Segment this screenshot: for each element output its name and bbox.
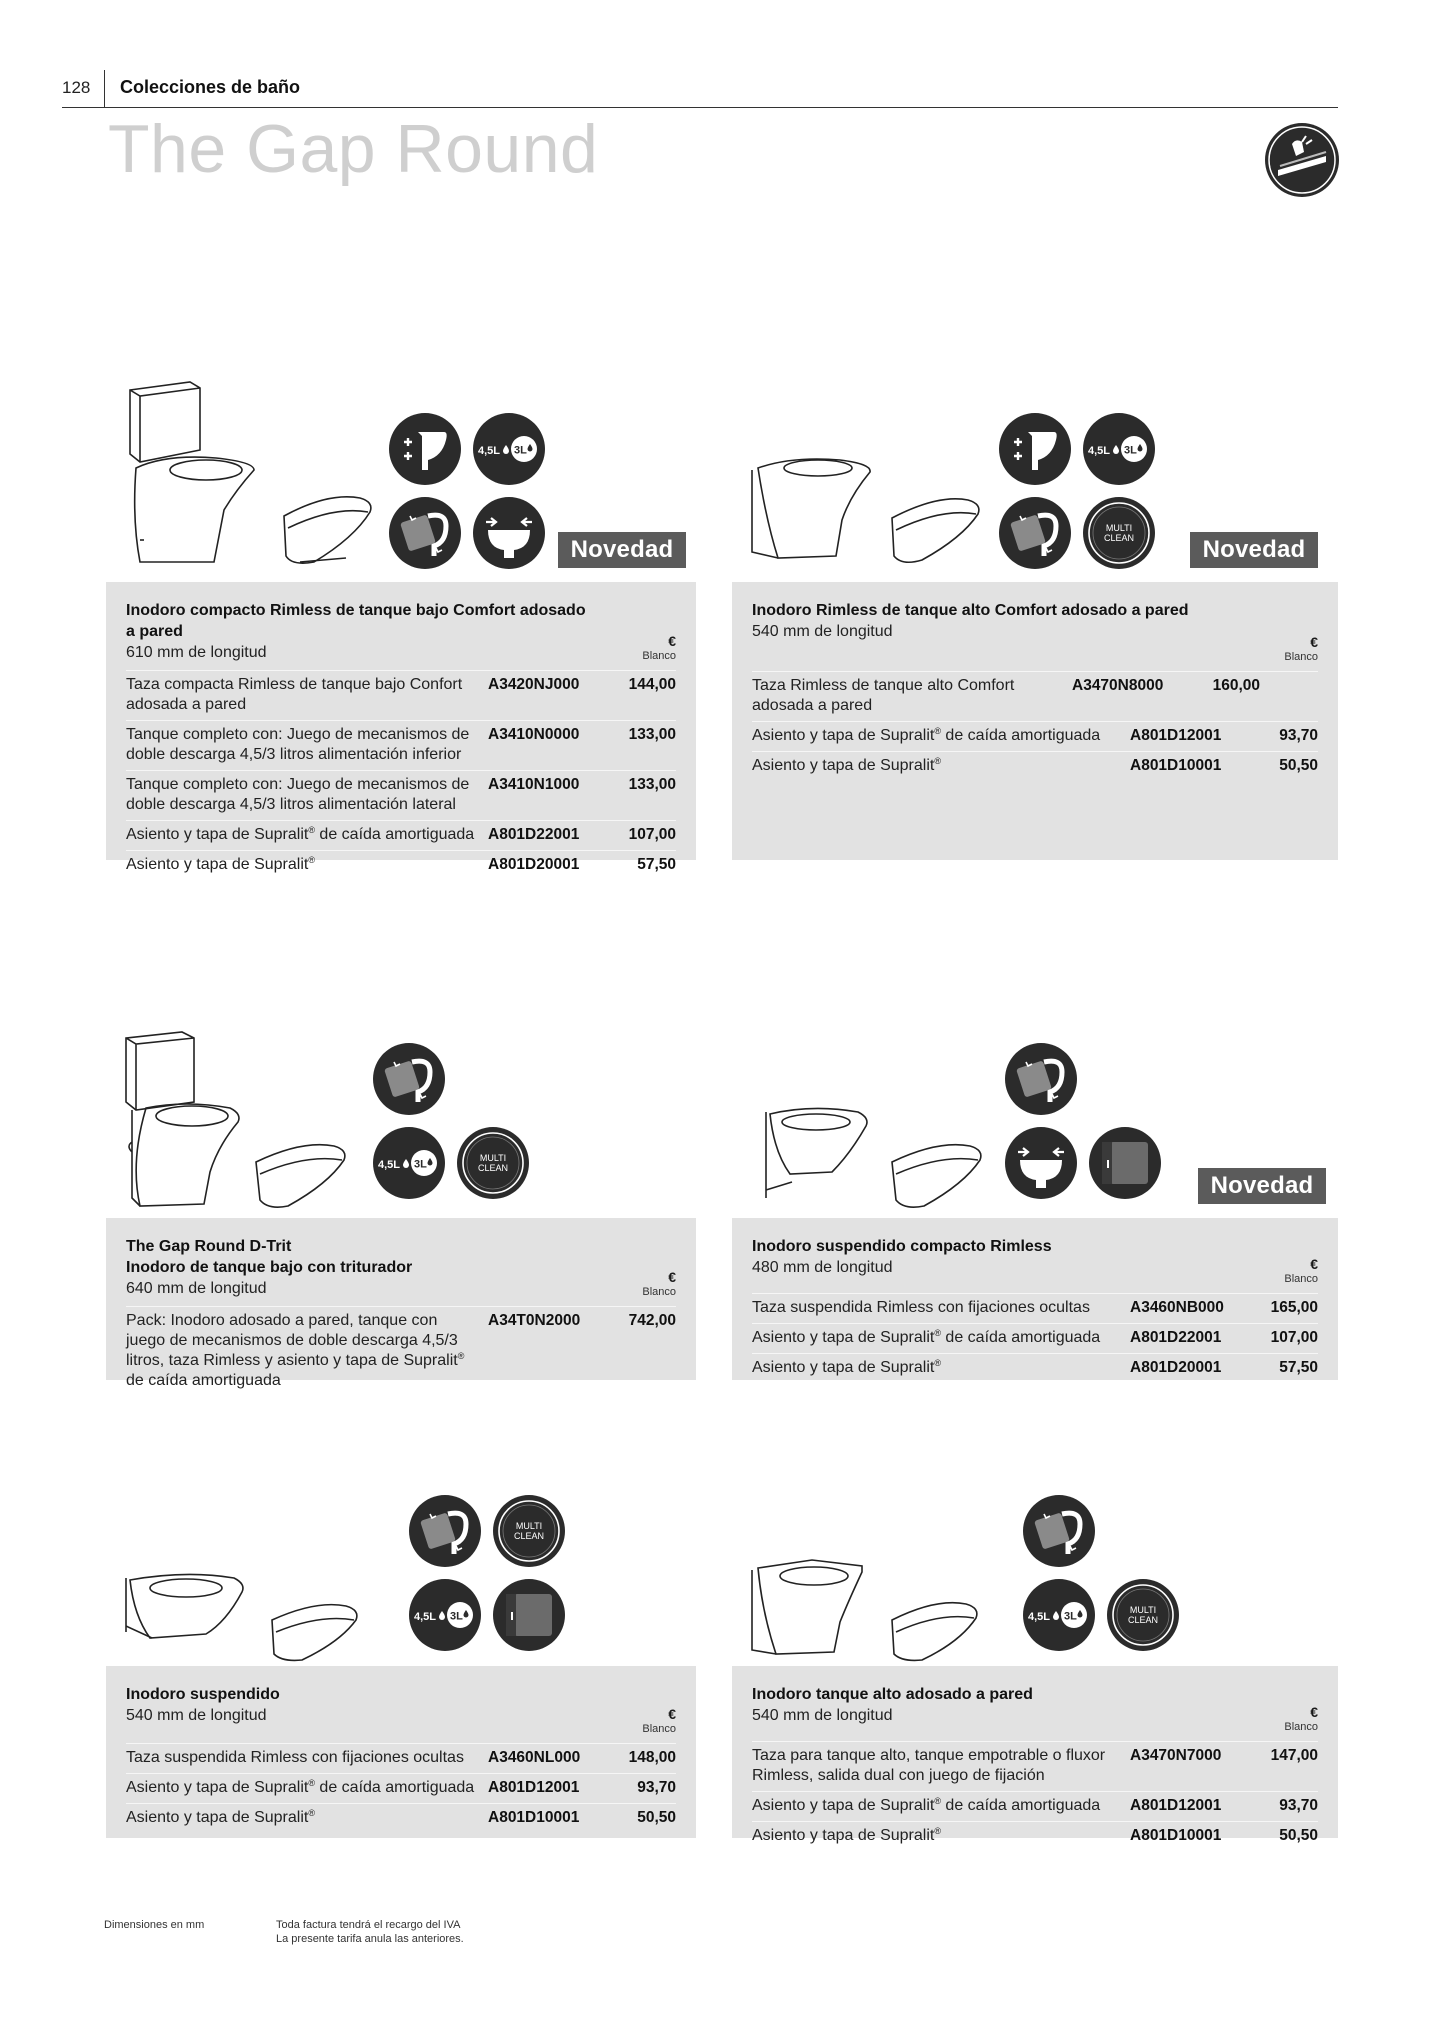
table-row xyxy=(126,670,676,720)
hidden-fixings-icon xyxy=(492,1578,566,1652)
table-row xyxy=(752,721,1318,751)
table-row xyxy=(752,1821,1318,1851)
row-description: Tanque completo con: Juego de mecanismos de doble descarga 4,5/3 litros alimentación lateral xyxy=(126,776,470,813)
easy-clean-icon xyxy=(1264,122,1340,198)
section-title: Colecciones de baño xyxy=(120,77,301,97)
row-price: 50,50 xyxy=(1279,1827,1318,1844)
finish-label: Blanco xyxy=(1284,1273,1318,1285)
panel-heading xyxy=(752,600,1318,664)
multiclean-icon xyxy=(492,1494,566,1568)
currency-symbol: € xyxy=(668,1269,676,1285)
dual-flush-icon xyxy=(408,1578,482,1652)
product-panel-5 xyxy=(106,1666,696,1838)
row-price: 147,00 xyxy=(1270,1747,1318,1764)
product-title: Inodoro tanque alto adosado a pared xyxy=(752,1686,1033,1703)
toilet-dtrit-illustration xyxy=(106,1022,376,1212)
row-price: 57,50 xyxy=(637,856,676,873)
multiclean-icon xyxy=(456,1126,530,1200)
row-code: A3420NJ000 xyxy=(488,676,580,693)
row-code: A3460NL000 xyxy=(488,1749,581,1766)
product-panel-4 xyxy=(732,1218,1338,1380)
currency-label xyxy=(1284,1256,1318,1286)
panel-heading xyxy=(126,1236,676,1299)
table-row xyxy=(126,770,676,820)
row-code: A801D12001 xyxy=(1130,1797,1222,1814)
price-table xyxy=(752,1741,1318,1851)
product-panel-1 xyxy=(106,582,696,873)
product-length: 540 mm de longitud xyxy=(126,1707,267,1724)
row-code: A801D20001 xyxy=(1130,1359,1222,1376)
product-wall-hung xyxy=(106,1492,696,1662)
row-price: 133,00 xyxy=(628,776,676,793)
footer-dimensions-note: Dimensiones en mm xyxy=(104,1919,205,1931)
header-divider xyxy=(104,70,105,108)
price-table xyxy=(126,670,676,880)
product-title: The Gap Round D-Trit xyxy=(126,1238,292,1255)
currency-symbol: € xyxy=(668,633,676,649)
product-panel-2 xyxy=(732,582,1338,860)
row-price: 165,00 xyxy=(1270,1299,1318,1316)
row-price: 50,50 xyxy=(637,1809,676,1826)
novedad-badge: Novedad xyxy=(1198,1168,1326,1204)
row-price: 107,00 xyxy=(628,826,676,843)
table-row xyxy=(126,1306,676,1396)
row-code: A801D10001 xyxy=(1130,1827,1222,1844)
product-compact-low-tank xyxy=(106,370,696,570)
easy-cleaning-icon xyxy=(372,1042,446,1116)
product-wall-hung-compact xyxy=(732,1022,1338,1212)
panel-heading xyxy=(752,1236,1318,1286)
product-length: 480 mm de longitud xyxy=(752,1259,893,1276)
hidden-fixing-icon xyxy=(1004,1126,1078,1200)
multiclean-label-top: MULTI xyxy=(515,1521,543,1531)
toilet-wall-hung-illustration xyxy=(732,1022,1002,1212)
product-title-line2: Inodoro de tanque bajo con triturador xyxy=(126,1259,413,1276)
table-row xyxy=(126,850,676,880)
product-length: 640 mm de longitud xyxy=(126,1280,267,1297)
multiclean-label-bottom: CLEAN xyxy=(1103,533,1135,543)
page-number: 128 xyxy=(62,78,91,97)
easy-cleaning-icon xyxy=(1004,1042,1078,1116)
product-length: 540 mm de longitud xyxy=(752,623,893,640)
row-description: Asiento y tapa de Supralit® de caída amortiguada xyxy=(752,1796,1101,1814)
hidden-fixing-icon xyxy=(472,496,546,570)
dual-flush-icon xyxy=(1082,412,1156,486)
row-description: Asiento y tapa de Supralit® xyxy=(752,1358,941,1376)
toilet-suspended-illustration xyxy=(106,1492,376,1662)
row-description: Asiento y tapa de Supralit® xyxy=(752,1826,941,1844)
multiclean-label-top: MULTI xyxy=(1105,523,1133,533)
row-description: Pack: Inodoro adosado a pared, tanque con juego de mecanismos de doble descarga 4,5/3 litros, taza Rimless y asiento y tapa de Supralit® de caída amortiguada xyxy=(126,1312,465,1389)
hidden-fixings-icon xyxy=(1088,1126,1162,1200)
row-description: Asiento y tapa de Supralit® de caída amortiguada xyxy=(752,726,1101,744)
table-row xyxy=(752,1353,1318,1383)
product-length: 610 mm de longitud xyxy=(126,644,267,661)
row-code: A3460NB000 xyxy=(1130,1299,1224,1316)
product-length: 540 mm de longitud xyxy=(752,1707,893,1724)
row-description: Asiento y tapa de Supralit® de caída amortiguada xyxy=(752,1328,1101,1346)
finish-label: Blanco xyxy=(642,1723,676,1735)
table-row xyxy=(126,720,676,770)
multiclean-icon xyxy=(1082,496,1156,570)
product-panel-3 xyxy=(106,1218,696,1389)
product-title: Inodoro suspendido compacto Rimless xyxy=(752,1238,1052,1255)
multiclean-label-bottom: CLEAN xyxy=(1127,1615,1159,1625)
row-price: 93,70 xyxy=(637,1779,676,1796)
product-high-tank-wall xyxy=(732,1492,1338,1662)
row-code: A3410N0000 xyxy=(488,726,580,743)
rimless-icon xyxy=(998,412,1072,486)
finish-label: Blanco xyxy=(1284,651,1318,663)
price-table xyxy=(752,1293,1318,1383)
product-panel-6 xyxy=(732,1666,1338,1844)
row-code: A3410N1000 xyxy=(488,776,580,793)
footer-legal-note xyxy=(276,1918,464,1946)
row-description: Taza suspendida Rimless con fijaciones ocultas xyxy=(126,1749,464,1766)
multiclean-label-top: MULTI xyxy=(479,1153,507,1163)
row-description: Taza para tanque alto, tanque empotrable o fluxor Rimless, salida dual con juego de fijación xyxy=(752,1747,1106,1784)
row-price: 57,50 xyxy=(1279,1359,1318,1376)
row-code: A3470N8000 xyxy=(1072,677,1164,694)
row-code: A801D10001 xyxy=(488,1809,580,1826)
table-row xyxy=(126,1773,676,1803)
table-row xyxy=(126,1743,676,1773)
product-title: Inodoro compacto Rimless de tanque bajo Comfort adosado a pared xyxy=(126,602,586,640)
toilet-compact-illustration xyxy=(106,370,386,570)
dual-flush-icon xyxy=(472,412,546,486)
row-price: 160,00 xyxy=(1212,677,1260,694)
easy-cleaning-icon xyxy=(408,1494,482,1568)
currency-label xyxy=(1284,1704,1318,1734)
footer-tariff-note: La presente tarifa anula las anteriores. xyxy=(276,1933,464,1945)
panel-heading xyxy=(126,1684,676,1736)
currency-label xyxy=(642,633,676,663)
row-code: A34T0N2000 xyxy=(488,1312,581,1329)
table-row xyxy=(752,1741,1318,1791)
currency-label xyxy=(642,1269,676,1299)
table-row xyxy=(752,1791,1318,1821)
product-d-trit xyxy=(106,1022,696,1212)
footer-vat-note: Toda factura tendrá el recargo del IVA xyxy=(276,1919,461,1931)
table-row xyxy=(752,671,1318,721)
price-table xyxy=(126,1306,676,1396)
row-description: Taza suspendida Rimless con fijaciones ocultas xyxy=(752,1299,1090,1316)
panel-heading xyxy=(126,600,676,663)
rimless-icon xyxy=(388,412,462,486)
currency-label xyxy=(1284,634,1318,664)
product-title: Inodoro suspendido xyxy=(126,1686,280,1703)
row-description: Asiento y tapa de Supralit® de caída amortiguada xyxy=(126,1778,475,1796)
table-row xyxy=(126,1803,676,1833)
price-table xyxy=(126,1743,676,1833)
row-description: Asiento y tapa de Supralit® xyxy=(752,756,941,774)
row-description: Taza Rimless de tanque alto Comfort adosada a pared xyxy=(752,677,1015,714)
multiclean-label-bottom: CLEAN xyxy=(477,1163,509,1173)
dual-flush-icon xyxy=(1022,1578,1096,1652)
row-code: A801D10001 xyxy=(1130,757,1222,774)
dual-flush-icon xyxy=(372,1126,446,1200)
collection-title: The Gap Round xyxy=(108,111,599,187)
finish-label: Blanco xyxy=(642,1286,676,1298)
row-description: Asiento y tapa de Supralit® xyxy=(126,1808,315,1826)
row-description: Asiento y tapa de Supralit® xyxy=(126,855,315,873)
finish-label: Blanco xyxy=(642,650,676,662)
panel-heading xyxy=(752,1684,1318,1734)
finish-label: Blanco xyxy=(1284,1721,1318,1733)
row-code: A801D20001 xyxy=(488,856,580,873)
currency-label xyxy=(642,1706,676,1736)
product-title: Inodoro Rimless de tanque alto Comfort adosado a pared xyxy=(752,602,1189,619)
row-code: A801D22001 xyxy=(1130,1329,1222,1346)
table-row xyxy=(126,820,676,850)
row-price: 50,50 xyxy=(1279,757,1318,774)
row-price: 93,70 xyxy=(1279,727,1318,744)
row-code: A801D12001 xyxy=(1130,727,1222,744)
multiclean-icon xyxy=(1106,1578,1180,1652)
multiclean-label-bottom: CLEAN xyxy=(513,1531,545,1541)
row-code: A801D12001 xyxy=(488,1779,580,1796)
page-header xyxy=(62,64,1338,108)
easy-cleaning-icon xyxy=(388,496,462,570)
toilet-high-tank-illustration xyxy=(732,1492,1002,1662)
novedad-badge: Novedad xyxy=(1190,532,1318,568)
currency-symbol: € xyxy=(1310,1256,1318,1272)
table-row xyxy=(752,751,1318,781)
currency-symbol: € xyxy=(1310,1704,1318,1720)
toilet-back-to-wall-illustration xyxy=(732,370,1002,570)
table-row xyxy=(752,1323,1318,1353)
row-price: 742,00 xyxy=(628,1312,676,1329)
row-price: 148,00 xyxy=(628,1749,676,1766)
row-price: 133,00 xyxy=(628,726,676,743)
row-description: Asiento y tapa de Supralit® de caída amortiguada xyxy=(126,825,475,843)
row-price: 93,70 xyxy=(1279,1797,1318,1814)
row-code: A801D22001 xyxy=(488,826,580,843)
row-description: Taza compacta Rimless de tanque bajo Confort adosada a pared xyxy=(126,676,463,713)
table-row xyxy=(752,1293,1318,1323)
currency-symbol: € xyxy=(1310,634,1318,650)
currency-symbol: € xyxy=(668,1706,676,1722)
row-description: Tanque completo con: Juego de mecanismos de doble descarga 4,5/3 litros alimentación inferior xyxy=(126,726,470,763)
row-price: 107,00 xyxy=(1270,1329,1318,1346)
multiclean-label-top: MULTI xyxy=(1129,1605,1157,1615)
product-high-tank-comfort xyxy=(732,370,1338,570)
price-table xyxy=(752,671,1318,781)
easy-cleaning-icon xyxy=(998,496,1072,570)
row-code: A3470N7000 xyxy=(1130,1747,1222,1764)
easy-cleaning-icon xyxy=(1022,1494,1096,1568)
row-price: 144,00 xyxy=(628,676,676,693)
novedad-badge: Novedad xyxy=(558,532,686,568)
